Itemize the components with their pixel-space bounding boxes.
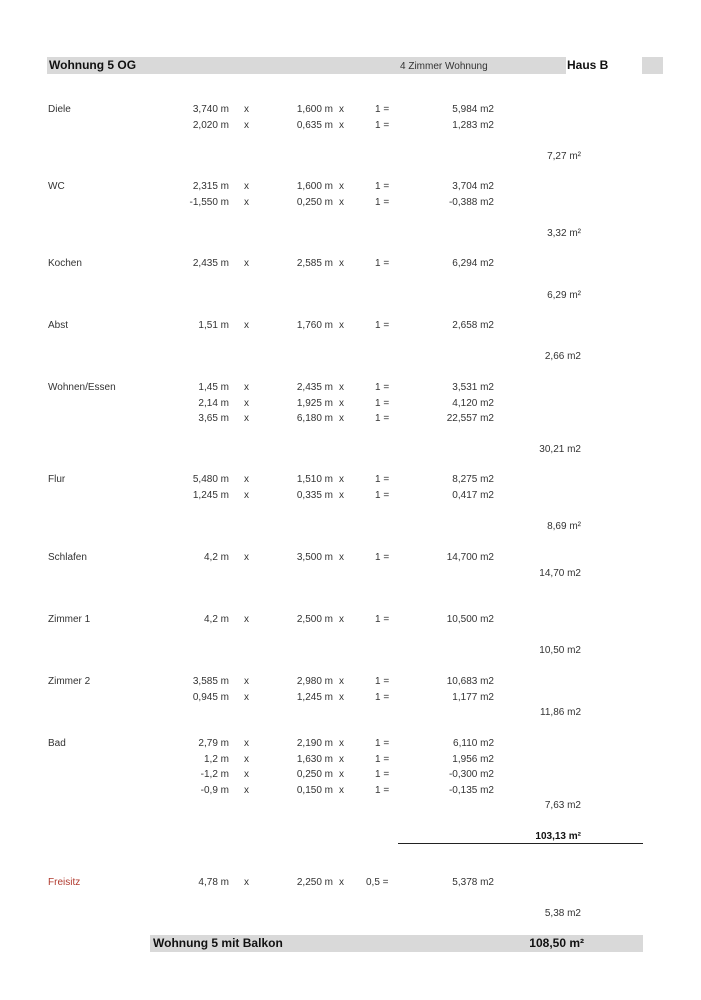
room-name: Zimmer 2: [48, 676, 91, 687]
dimension-length: 2,315 m: [192, 181, 229, 192]
times-sign: x: [339, 614, 344, 625]
row-area: 8,275 m2: [452, 474, 494, 485]
times-sign: x: [339, 785, 344, 796]
factor-equals: 1 =: [375, 692, 390, 703]
room-total: 14,70 m2: [539, 568, 581, 579]
dimension-length: 0,945 m: [192, 692, 229, 703]
room-name: Flur: [48, 474, 66, 485]
times-sign: x: [339, 382, 344, 393]
subtotal-rule: [398, 843, 643, 844]
header-marker: [642, 57, 663, 74]
factor-equals: 1 =: [375, 413, 390, 424]
freisitz-times-1: x: [244, 877, 249, 888]
room-name: Abst: [48, 320, 69, 331]
times-sign: x: [339, 474, 344, 485]
room-name: Diele: [48, 104, 71, 115]
times-sign: x: [339, 104, 344, 115]
times-sign: x: [244, 769, 249, 780]
times-sign: x: [244, 104, 249, 115]
times-sign: x: [339, 120, 344, 131]
dimension-width: 1,760 m: [296, 320, 333, 331]
freisitz-name: Freisitz: [48, 877, 81, 888]
dimension-length: 4,2 m: [203, 614, 229, 625]
room-name: Zimmer 1: [48, 614, 91, 625]
dimension-length: 4,2 m: [203, 552, 229, 563]
dimension-width: 1,630 m: [296, 754, 333, 765]
times-sign: x: [339, 676, 344, 687]
room-total: 7,63 m2: [544, 800, 581, 811]
factor-equals: 1 =: [375, 614, 390, 625]
dimension-length: 2,020 m: [192, 120, 229, 131]
freisitz-width: 2,250 m: [296, 877, 333, 888]
dimension-length: -0,9 m: [200, 785, 229, 796]
dimension-length: 2,14 m: [198, 398, 229, 409]
dimension-width: 1,600 m: [296, 181, 333, 192]
row-area: -0,388 m2: [448, 197, 494, 208]
times-sign: x: [339, 769, 344, 780]
dimension-width: 2,585 m: [296, 258, 333, 269]
room-name: Bad: [48, 738, 66, 749]
dimension-length: 5,480 m: [192, 474, 229, 485]
dimension-length: -1,2 m: [200, 769, 229, 780]
dimension-width: 0,250 m: [296, 769, 333, 780]
times-sign: x: [244, 120, 249, 131]
times-sign: x: [244, 692, 249, 703]
factor-equals: 1 =: [375, 785, 390, 796]
row-area: 22,557 m2: [446, 413, 494, 424]
factor-equals: 1 =: [375, 398, 390, 409]
room-total: 11,86 m2: [540, 707, 581, 718]
apartment-type: 4 Zimmer Wohnung: [400, 61, 488, 72]
row-area: 10,683 m2: [446, 676, 494, 687]
times-sign: x: [244, 738, 249, 749]
footer-total: 108,50 m²: [529, 936, 584, 950]
dimension-width: 2,435 m: [296, 382, 333, 393]
row-area: -0,135 m2: [448, 785, 494, 796]
dimension-length: 3,65 m: [198, 413, 229, 424]
dimension-width: 1,600 m: [296, 104, 333, 115]
factor-equals: 1 =: [375, 382, 390, 393]
times-sign: x: [244, 552, 249, 563]
times-sign: x: [244, 614, 249, 625]
dimension-width: 1,245 m: [296, 692, 333, 703]
factor-equals: 1 =: [375, 258, 390, 269]
room-name: Wohnen/Essen: [48, 382, 116, 393]
factor-equals: 1 =: [375, 769, 390, 780]
dimension-width: 1,510 m: [296, 474, 333, 485]
factor-equals: 1 =: [375, 197, 390, 208]
row-area: 4,120 m2: [452, 398, 494, 409]
factor-equals: 1 =: [375, 754, 390, 765]
dimension-width: 2,500 m: [296, 614, 333, 625]
dimension-width: 0,150 m: [296, 785, 333, 796]
times-sign: x: [244, 320, 249, 331]
room-name: Schlafen: [48, 552, 87, 563]
row-area: 10,500 m2: [446, 614, 494, 625]
dimension-width: 1,925 m: [296, 398, 333, 409]
times-sign: x: [244, 676, 249, 687]
dimension-length: 2,435 m: [192, 258, 229, 269]
row-area: 1,956 m2: [452, 754, 494, 765]
dimension-width: 0,335 m: [296, 490, 333, 501]
dimension-width: 2,190 m: [296, 738, 333, 749]
times-sign: x: [244, 258, 249, 269]
row-area: 5,984 m2: [452, 104, 494, 115]
factor-equals: 1 =: [375, 738, 390, 749]
dimension-width: 0,635 m: [296, 120, 333, 131]
times-sign: x: [339, 490, 344, 501]
freisitz-factor: 0,5 =: [366, 877, 389, 888]
times-sign: x: [339, 197, 344, 208]
freisitz-total: 5,38 m2: [544, 908, 581, 919]
subtotal-value: 103,13 m²: [535, 831, 581, 842]
times-sign: x: [339, 258, 344, 269]
row-area: 6,294 m2: [452, 258, 494, 269]
row-area: 14,700 m2: [446, 552, 494, 563]
room-total: 7,27 m²: [547, 151, 581, 162]
times-sign: x: [244, 413, 249, 424]
times-sign: x: [339, 413, 344, 424]
times-sign: x: [244, 474, 249, 485]
dimension-length: 1,51 m: [198, 320, 229, 331]
freisitz-area: 5,378 m2: [452, 877, 494, 888]
page-title: Wohnung 5 OG: [49, 58, 137, 72]
row-area: 6,110 m2: [453, 738, 494, 749]
house-label: Haus B: [567, 58, 609, 72]
times-sign: x: [244, 197, 249, 208]
times-sign: x: [244, 181, 249, 192]
row-area: 1,283 m2: [452, 120, 494, 131]
times-sign: x: [244, 754, 249, 765]
room-total: 10,50 m2: [539, 645, 581, 656]
room-total: 30,21 m2: [539, 444, 581, 455]
freisitz-times-2: x: [339, 877, 344, 888]
times-sign: x: [244, 382, 249, 393]
times-sign: x: [339, 181, 344, 192]
room-name: Kochen: [48, 258, 82, 269]
dimension-length: 1,45 m: [198, 382, 229, 393]
dimension-width: 6,180 m: [296, 413, 333, 424]
times-sign: x: [339, 398, 344, 409]
times-sign: x: [339, 552, 344, 563]
dimension-length: -1,550 m: [189, 197, 229, 208]
dimension-length: 1,245 m: [192, 490, 229, 501]
times-sign: x: [339, 754, 344, 765]
footer-label: Wohnung 5 mit Balkon: [153, 936, 283, 950]
dimension-length: 1,2 m: [203, 754, 229, 765]
factor-equals: 1 =: [375, 120, 390, 131]
row-area: 1,177 m2: [452, 692, 494, 703]
factor-equals: 1 =: [375, 104, 390, 115]
dimension-length: 3,740 m: [192, 104, 229, 115]
dimension-width: 0,250 m: [296, 197, 333, 208]
row-area: -0,300 m2: [448, 769, 494, 780]
room-total: 8,69 m²: [547, 521, 581, 532]
dimension-width: 2,980 m: [296, 676, 333, 687]
factor-equals: 1 =: [375, 552, 390, 563]
times-sign: x: [244, 398, 249, 409]
dimension-length: 2,79 m: [198, 738, 229, 749]
dimension-width: 3,500 m: [296, 552, 333, 563]
factor-equals: 1 =: [375, 676, 390, 687]
times-sign: x: [339, 320, 344, 331]
times-sign: x: [244, 490, 249, 501]
times-sign: x: [339, 738, 344, 749]
freisitz-length: 4,78 m: [198, 877, 229, 888]
room-name: WC: [48, 181, 65, 192]
factor-equals: 1 =: [375, 320, 390, 331]
room-total: 2,66 m2: [544, 351, 581, 362]
factor-equals: 1 =: [375, 181, 390, 192]
row-area: 0,417 m2: [452, 490, 494, 501]
row-area: 3,704 m2: [452, 181, 494, 192]
row-area: 2,658 m2: [452, 320, 494, 331]
room-total: 6,29 m²: [547, 290, 581, 301]
room-total: 3,32 m²: [547, 228, 581, 239]
dimension-length: 3,585 m: [192, 676, 229, 687]
times-sign: x: [339, 692, 344, 703]
factor-equals: 1 =: [375, 490, 390, 501]
times-sign: x: [244, 785, 249, 796]
factor-equals: 1 =: [375, 474, 390, 485]
row-area: 3,531 m2: [452, 382, 494, 393]
